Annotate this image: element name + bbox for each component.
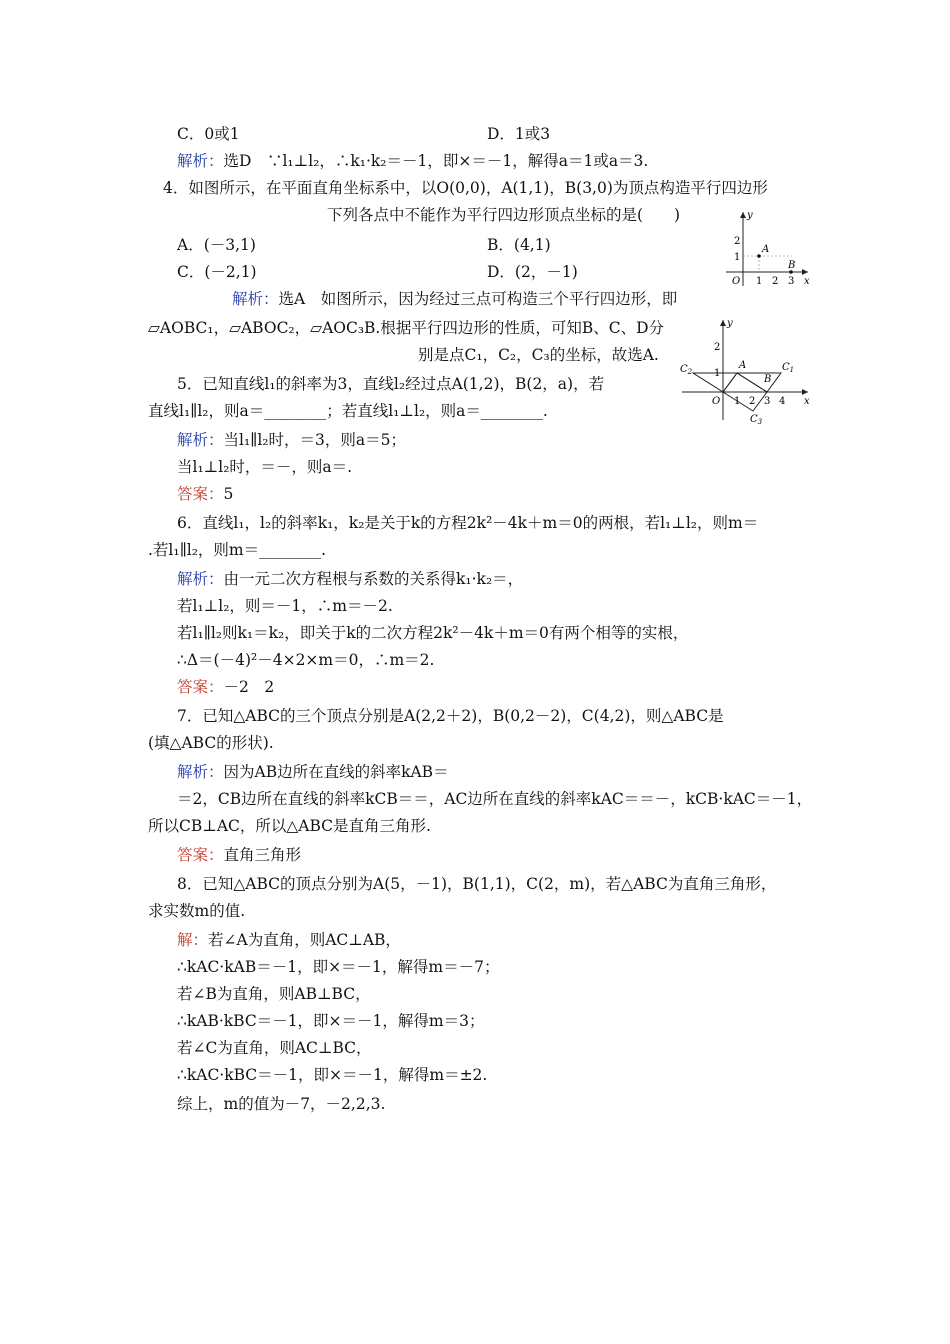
- line-text: ▱AOBC₁，▱ABOC₂，▱AOC₃B.根据平行四边形的性质，可知B、C、D分: [148, 319, 665, 337]
- text-line: [177, 762, 449, 782]
- text-line: [177, 845, 301, 865]
- analysis-label: 解析：: [177, 431, 224, 449]
- text-line: [148, 540, 326, 560]
- svg-text:1: 1: [734, 252, 741, 263]
- text-line: [148, 816, 431, 836]
- line-text: 若l₁⊥l₂，则＝－1，∴m＝－2.: [177, 597, 393, 615]
- line-text: 直角三角形: [223, 846, 302, 864]
- text-line: [418, 345, 659, 365]
- line-text: 综上，m的值为－7，－2,2,3.: [177, 1095, 386, 1113]
- line-text: －2 2: [223, 678, 275, 696]
- svg-text:3: 3: [788, 276, 795, 287]
- answer-label: 答案：: [177, 846, 224, 864]
- text-line: [177, 930, 401, 950]
- line-text: 若∠A为直角，则AC⊥AB，: [208, 931, 401, 949]
- line-text: C．0或1: [177, 125, 240, 143]
- text-line: [148, 733, 274, 753]
- svg-text:1: 1: [756, 276, 763, 287]
- text-line: [177, 789, 812, 809]
- line-text: D．1或3: [487, 125, 551, 143]
- line-text: 选D ∵l₁⊥l₂，∴k₁·k₂＝－1，即×＝－1，解得a＝1或a＝3.: [223, 152, 649, 170]
- line-text: 因为AB边所在直线的斜率kAB＝: [223, 763, 449, 781]
- svg-text:2: 2: [714, 342, 721, 353]
- answer-label: 答案：: [177, 485, 224, 503]
- text-line: [177, 677, 274, 697]
- line-text: 4．如图所示，在平面直角坐标系中，以O(0,0)，A(1,1)，B(3,0)为顶点构造平行四边形: [163, 179, 768, 197]
- line-text: 当l₁∥l₂时，＝3，则a＝5；: [223, 431, 406, 449]
- point-a: [757, 254, 761, 258]
- text-line: [177, 1094, 385, 1114]
- line-text: 当l₁⊥l₂时，＝－，则a＝.: [177, 458, 353, 476]
- svg-text:x: x: [804, 396, 810, 407]
- line-text: 8．已知△ABC的顶点分别为A(5，－1)，B(1,1)，C(2，m)，若△ABC为直角三角形，: [177, 875, 777, 893]
- text-line: [232, 289, 677, 309]
- text-line: [177, 235, 256, 255]
- text-line: [177, 124, 240, 144]
- svg-text:C2: $C_2$: [680, 364, 693, 376]
- text-line: [487, 235, 551, 255]
- line-text: 5．已知直线l₁的斜率为3，直线l₂经过点A(1,2)，B(2，a)，若: [177, 375, 605, 393]
- figure-coordinate-plane-1: [722, 208, 812, 288]
- svg-text:3: 3: [764, 396, 771, 407]
- line-text: 别是点C₁，C₂，C₃的坐标，故选A.: [418, 346, 659, 364]
- svg-text:A: A: [762, 244, 770, 255]
- line-text: 所以CB⊥AC，所以△ABC是直角三角形.: [148, 817, 431, 835]
- line-text: 选A 如图所示，因为经过三点可构造三个平行四边形，即: [278, 290, 678, 308]
- line-text: 若l₁∥l₂则k₁＝k₂，即关于k的二次方程2k²－4k＋m＝0有两个相等的实根，: [177, 624, 689, 642]
- svg-text:4: 4: [779, 396, 786, 407]
- line-text: C．(－2,1): [177, 263, 257, 281]
- svg-text:2: 2: [749, 396, 756, 407]
- line-text: 若∠B为直角，则AB⊥BC，: [177, 985, 371, 1003]
- text-line: [163, 178, 768, 198]
- text-line: [177, 151, 648, 171]
- analysis-label: 解析：: [232, 290, 279, 308]
- analysis-label: 解析：: [177, 763, 224, 781]
- line-text: B．(4,1): [487, 236, 551, 254]
- text-line: [327, 205, 680, 225]
- line-text: ∴kAB·kBC＝－1，即×＝－1，解得m＝3；: [177, 1012, 485, 1030]
- svg-text:2: 2: [734, 236, 741, 247]
- text-line: [177, 650, 434, 670]
- line-text: 求实数m的值.: [148, 902, 246, 920]
- svg-text:O: O: [712, 396, 721, 407]
- line-text: .若l₁∥l₂，则m＝________.: [148, 541, 327, 559]
- text-line: [148, 401, 548, 421]
- svg-text:B: B: [788, 260, 796, 271]
- line-text: 7．已知△ABC的三个顶点分别是A(2,2＋2)，B(0,2－2)，C(4,2)，则△ABC是: [177, 707, 724, 725]
- svg-text:O: O: [732, 276, 741, 287]
- text-line: [177, 957, 499, 977]
- line-text: 5: [223, 485, 234, 503]
- figure-parallelograms-2: [678, 316, 812, 424]
- text-line: [177, 1038, 372, 1058]
- line-text: 由一元二次方程根与系数的关系得k₁·k₂＝，: [223, 570, 524, 588]
- text-line: [177, 484, 233, 504]
- text-line: [177, 569, 523, 589]
- svg-text:y: y: [747, 210, 753, 221]
- line-text: ∴kAC·kAB＝－1，即×＝－1，解得m＝－7；: [177, 958, 500, 976]
- text-line: [177, 1011, 484, 1031]
- svg-text:B: B: [764, 374, 772, 385]
- line-text: (填△ABC的形状).: [148, 734, 274, 752]
- text-line: [177, 874, 776, 894]
- svg-text:y: y: [727, 318, 733, 329]
- svg-text:1: 1: [734, 396, 741, 407]
- svg-text:A: A: [739, 360, 747, 371]
- analysis-label: 解析：: [177, 570, 224, 588]
- answer-label: 答案：: [177, 678, 224, 696]
- svg-text:C1: $C_1$: [782, 362, 795, 374]
- line-text: A．(－3,1): [177, 236, 256, 254]
- text-line: [177, 623, 688, 643]
- text-line: [177, 706, 724, 726]
- text-line: [487, 124, 550, 144]
- text-line: [177, 374, 604, 394]
- text-line: [177, 262, 257, 282]
- svg-text:x: x: [804, 276, 810, 287]
- text-line: [148, 318, 664, 338]
- line-text: ∴kAC·kBC＝－1，即×＝－1，解得m＝±2.: [177, 1066, 488, 1084]
- line-text: D．(2，－1): [487, 263, 578, 281]
- text-line: [177, 984, 371, 1004]
- text-line: [177, 1065, 487, 1085]
- text-line: [177, 430, 406, 450]
- text-line: [177, 596, 393, 616]
- text-line: [148, 901, 245, 921]
- svg-text:2: 2: [772, 276, 779, 287]
- line-text: ＝2，CB边所在直线的斜率kCB＝＝，AC边所在直线的斜率kAC＝＝－，kCB·kAC＝－1，: [177, 790, 813, 808]
- line-text: 下列各点中不能作为平行四边形顶点坐标的是( ): [327, 206, 681, 224]
- line-text: 6．直线l₁，l₂的斜率k₁，k₂是关于k的方程2k²－4k＋m＝0的两根，若l₁⊥l₂，则m＝: [177, 514, 759, 532]
- text-line: [177, 513, 758, 533]
- text-line: [487, 262, 578, 282]
- text-line: [177, 457, 352, 477]
- line-text: ∴Δ＝(－4)²－4×2×m＝0，∴m＝2.: [177, 651, 435, 669]
- svg-text:1: 1: [714, 368, 721, 379]
- analysis-label: 解析：: [177, 152, 224, 170]
- answer-label: 解：: [177, 931, 209, 949]
- svg-text:C3: $C_3$: [750, 414, 763, 424]
- line-text: 若∠C为直角，则AC⊥BC，: [177, 1039, 372, 1057]
- line-text: 直线l₁∥l₂，则a＝________；若直线l₁⊥l₂，则a＝________.: [148, 402, 548, 420]
